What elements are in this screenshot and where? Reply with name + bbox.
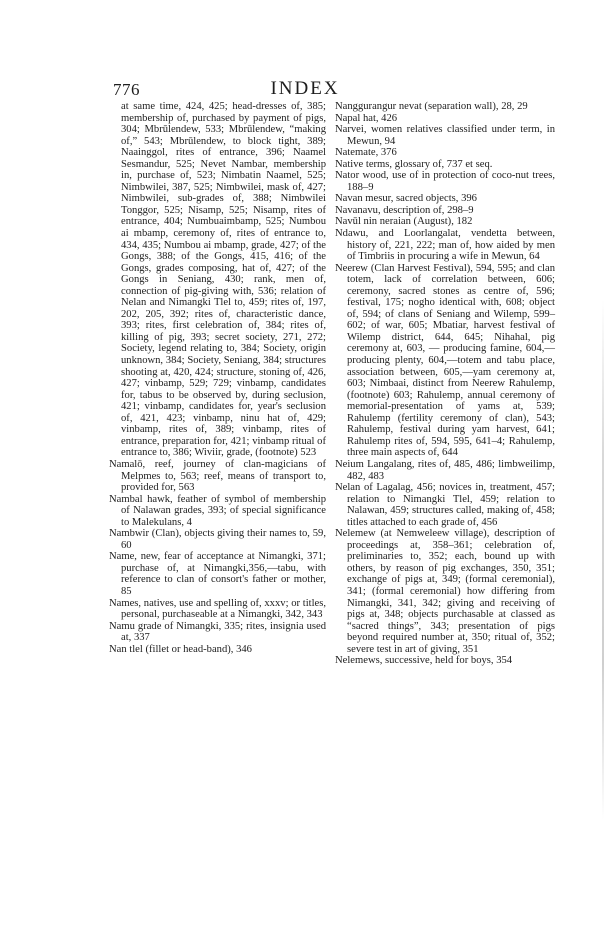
index-column-left — [109, 101, 326, 655]
index-entry: Nanggurangur nevat (separation wall), 28, 29 — [335, 101, 528, 112]
page-title: INDEX — [270, 78, 340, 99]
index-column-right — [335, 101, 555, 667]
index-entry: Neerew (Clan Harvest Festival), 594, 595; and clan totem, lack of correlation between, 606; ceremony, sacred stones as centre of, 596; festival, 175; nogho identical with, 608; object of, 594; of clans of Seniang and Wilemp, 599–602; of war, 605; Mbatiar, harvest festival of Wilemp district, 644, 645; Nihahal, pig ceremony at, 603, — producing famine, 604,—producing plenty, 604,—totem and tabu place, association between, 605,—yam ceremony at, 603; Nimbaai, distinct from Neerew Rahulemp, (footnote) 603; Rahulemp, annual ceremony of memorial-presentation of yams at, 539; Rahulemp (fertility ceremony of clan), 543; Rahulemp, festival during yam harvest, 641; Rahulemp rites of, 594, 595, 641–4; Rahulemp, three main aspects of, 644 — [335, 262, 555, 459]
index-entry: Name, new, fear of acceptance at Nimangki, 371; purchase of, at Nimangki,356,—tabu, with reference to clan of consort's father or mother, 85 — [109, 551, 326, 597]
index-entry: Nator wood, use of in protection of coco-nut trees, 188–9 — [335, 170, 555, 193]
index-entry: Nelemews, successive, held for boys, 354 — [335, 655, 513, 667]
index-entry: Nelemew (at Nemweleew village), description of proceedings at, 358–361; celebration of, preliminaries to, 352; each, bound up with others, by reason of pig exchanges, 350, 351; exchange of pigs at, 349; (formal ceremonial), 341; (formal ceremonial) how differing from Nimangki, 341, 342; giving and receiving of pigs at, 348; objects purchasable at classed as “sacred things”, 343; presentation of pigs beyond required number at, 350; ritual of, 352; severe test in art of giving, 351 — [335, 528, 555, 655]
index-entry: Napal hat, 426 — [335, 112, 398, 124]
index-entry: Namu grade of Nimangki, 335; rites, insignia used at, 337 — [109, 620, 326, 644]
index-entry: Nambal hawk, feather of symbol of membership of Nalawan grades, 393; of special significance to Malekulans, 4 — [109, 493, 326, 528]
index-entry: Namalō, reef, journey of clan-magicians of Melpmes to, 563; reef, means of transport to, provided for, 563 — [109, 458, 326, 494]
index-entry: Nelan of Lagalag, 456; novices in, treatment, 457; relation to Nimangki Tlel, 459; relation to Nalawan, 459; structures called, making of, 458; titles attached to each grade of, 456 — [335, 482, 555, 528]
page-number: 776 — [113, 80, 140, 99]
index-entry: Names, natives, use and spelling of, xxxv; or titles, personal, purchaseable at a Nimangki, 342, 343 — [109, 597, 326, 621]
index-entry: Nan tlel (fillet or head-band), 346 — [109, 643, 252, 655]
index-entry: Native terms, glossary of, 737 et seq. — [335, 158, 493, 170]
index-entry: Ndawu, and Loorlangalat, vendetta between, history of, 221, 222; man of, how aided by men of Timbriis in procuring a wife in Mewun, 64 — [335, 228, 555, 263]
index-entry: at same time, 424, 425; head-dresses of, 385; membership of, purchased by payment of pigs, 304; Mbrūlendew, 533; Mbrūlendew, “making of,” 543; Mbrūlendew, to block tight, 389; Naainggol, rites of entrance, 396; Naamel Sesmandur, 525; Nevet Nambar, membership in, purchase of, 523; Nimbatin Naamel, 525; Nimbwilei, 387, 525; Nimbwilei, mask of, 427; Nimbwilei, sub-grades of, 388; Nimbwilei Tonggor, 525; Nisamp, 525; Nisamp, rites of entrance, 404; Numbuaimbamp, 525; Numbou ai mbamp, ceremony of, rites of entrance to, 434, 435; Numbou ai mbamp, grade, 427; of the Gongs, 388; of the Gongs, 415, 416; of the Gongs, grades composing, hat of, 427; of the Gongs in Seniang, 430; rank, men of, connection of pig-giving with, 536; relation of Nelan and Nimangki Tlel to, 459; rites of, 197, 202, 205, 392; rites of, characteristic dance, 393; rites, first celebration of, 384; rites of, killing of pig, 393; secret society, 271, 272; Society, legend relating to, 384; Society, origin unknown, 384; Society, Seniang, 384; structures shooting at, 420, 424; structure, stoning of, 426, 427; vinbamp, 529; 729; vinbamp, candidates for, tabus to be observed by, during seclusion, 421; vinbamp, candidates for, year's seclusion of, 421, 423; vinbamp, ninu hat of, 429; vinbamp, rites of, 389; vinbamp, rites of entrance, preparation for, 421; vinbamp ritual of entrance to, 386; Wiviir, grade, (footnote) 523 — [121, 101, 326, 459]
index-entry: Natemate, 376 — [335, 147, 397, 159]
index-entry: Navanavu, description of, 298–9 — [335, 204, 474, 216]
index-entry: Navan mesur, sacred objects, 396 — [335, 193, 477, 205]
index-entry: Neium Langalang, rites of, 485, 486; limbweilimp, 482, 483 — [335, 458, 555, 482]
index-entry: Narvei, women relatives classified under term, in Mewun, 94 — [335, 124, 555, 147]
index-entry: Navūl nin neraian (August), 182 — [335, 216, 473, 228]
page-edge-shadow — [602, 300, 604, 820]
index-entry: Nambwir (Clan), objects giving their names to, 59, 60 — [109, 528, 326, 551]
